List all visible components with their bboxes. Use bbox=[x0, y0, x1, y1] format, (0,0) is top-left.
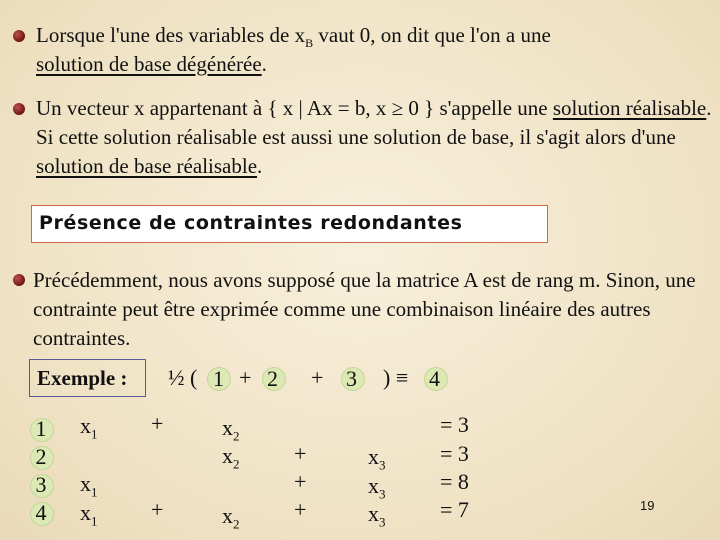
example-close-equiv: ) ≡ bbox=[383, 365, 409, 390]
example-label: Exemple : bbox=[37, 366, 128, 390]
row-number: 3 bbox=[35, 472, 47, 497]
x1-var: x bbox=[80, 413, 91, 438]
p2-mid: . Si cette solution réalisable est aussi une solution de base, il s'agit alors d'une bbox=[36, 96, 712, 149]
x1-sub: 1 bbox=[91, 513, 98, 529]
paragraph-rank bbox=[33, 266, 703, 353]
x3-sub: 3 bbox=[379, 514, 386, 530]
rhs-value: = 8 bbox=[440, 469, 469, 494]
x1-term bbox=[80, 413, 98, 442]
rhs-value: = 3 bbox=[440, 412, 469, 437]
x1-term bbox=[80, 500, 98, 529]
term-degenerate: solution de base dégénérée bbox=[36, 52, 262, 76]
x2-var: x bbox=[222, 415, 233, 440]
section-title: Présence de contraintes redondantes bbox=[39, 212, 463, 234]
x1-var: x bbox=[80, 500, 91, 525]
p1-prefix: Lorsque l'une des variables de x bbox=[36, 23, 306, 47]
plus-sign: + bbox=[294, 441, 307, 466]
x3-term bbox=[368, 444, 386, 473]
x3-term bbox=[368, 473, 386, 502]
page-number: 19 bbox=[640, 498, 655, 513]
rhs-value: = 7 bbox=[440, 497, 469, 522]
example-c2: 2 bbox=[267, 366, 278, 391]
x2-sub: 2 bbox=[233, 516, 240, 532]
row-number: 2 bbox=[35, 444, 47, 469]
x2-var: x bbox=[222, 503, 233, 528]
term-feasible-basic: solution de base réalisable bbox=[36, 154, 258, 178]
x3-var: x bbox=[368, 473, 379, 498]
bullet-icon bbox=[13, 103, 25, 115]
p3-text: Précédemment, nous avons supposé que la matrice A est de rang m. Sinon, une contrainte peut être exprimée comme une combinaison linéaire des autres contraintes. bbox=[33, 268, 696, 350]
example-c1: 1 bbox=[213, 366, 224, 391]
p1-sub: B bbox=[305, 36, 314, 51]
plus-sign: + bbox=[151, 411, 164, 436]
x2-sub: 2 bbox=[233, 428, 240, 444]
row-number: 4 bbox=[35, 500, 47, 525]
example-c3: 3 bbox=[346, 366, 357, 391]
x1-var: x bbox=[80, 471, 91, 496]
paragraph-feasible bbox=[36, 94, 714, 181]
x2-sub: 2 bbox=[233, 456, 240, 472]
p2-end: . bbox=[257, 154, 263, 178]
p1-mid: vaut 0, on dit que l'on a une bbox=[313, 23, 551, 47]
example-plus2: + bbox=[311, 365, 324, 390]
x1-sub: 1 bbox=[91, 426, 98, 442]
plus-sign: + bbox=[294, 497, 307, 522]
p2-prefix: Un vecteur x appartenant à { x | Ax = b, x ≥ 0 } s'appelle une bbox=[36, 96, 553, 120]
x2-term bbox=[222, 443, 240, 472]
example-plus1: + bbox=[239, 365, 252, 390]
p1-end: . bbox=[261, 52, 267, 76]
term-feasible: solution réalisable bbox=[552, 96, 707, 120]
plus-sign: + bbox=[151, 497, 164, 522]
half-open: ½ ( bbox=[168, 365, 198, 390]
x3-var: x bbox=[368, 444, 379, 469]
x3-sub: 3 bbox=[379, 486, 386, 502]
bullet-icon bbox=[13, 30, 25, 42]
x2-var: x bbox=[222, 443, 233, 468]
x3-term bbox=[368, 501, 386, 530]
x1-sub: 1 bbox=[91, 484, 98, 500]
example-label-box bbox=[29, 359, 146, 397]
x2-term bbox=[222, 415, 240, 444]
plus-sign: + bbox=[294, 469, 307, 494]
section-header-box bbox=[31, 205, 548, 243]
paragraph-degenerate bbox=[36, 21, 706, 79]
rhs-value: = 3 bbox=[440, 441, 469, 466]
row-number: 1 bbox=[35, 416, 47, 441]
example-c4: 4 bbox=[429, 366, 440, 391]
x1-term bbox=[80, 471, 98, 500]
bullet-icon bbox=[13, 274, 25, 286]
x3-var: x bbox=[368, 501, 379, 526]
x3-sub: 3 bbox=[379, 457, 386, 473]
x2-term bbox=[222, 503, 240, 532]
